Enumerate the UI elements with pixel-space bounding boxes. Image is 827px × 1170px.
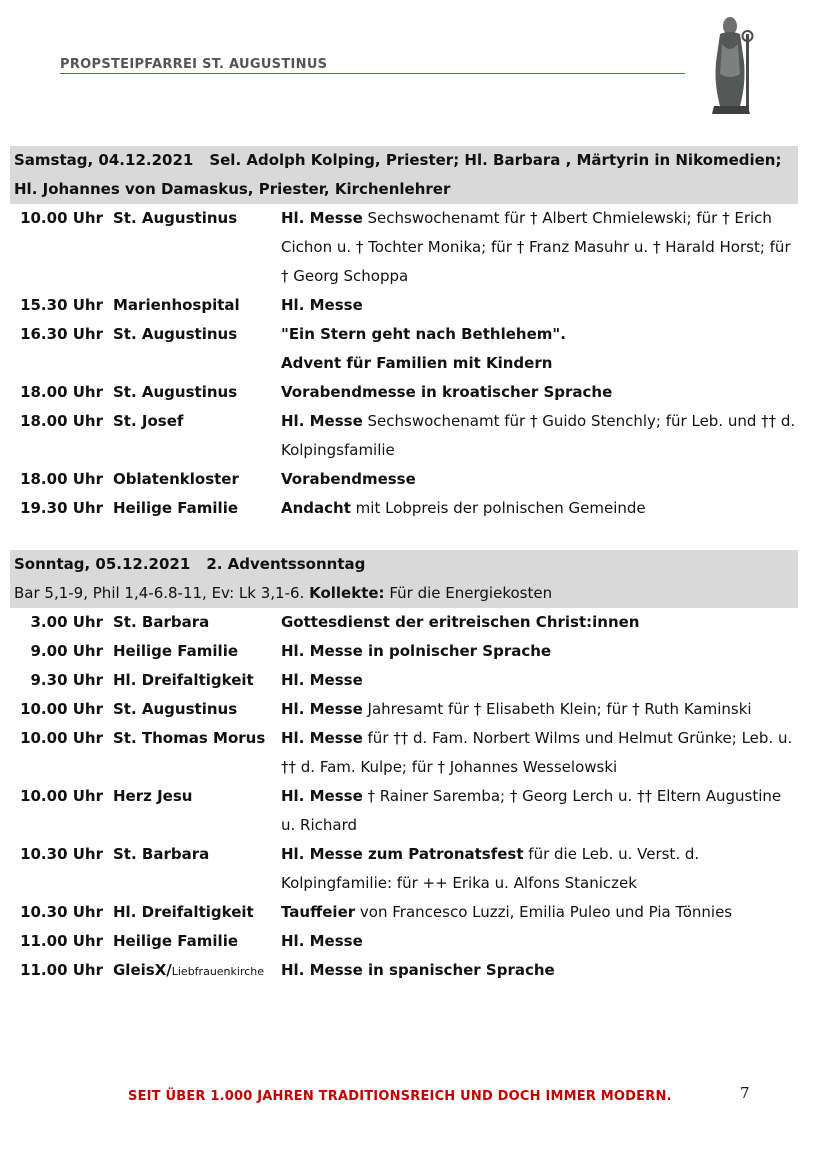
saturday-date: Samstag, 04.12.2021 xyxy=(14,151,194,169)
service-description xyxy=(273,378,800,407)
service-time: 18.00 Uhr xyxy=(20,470,103,488)
service-description xyxy=(273,898,800,927)
sunday-date: Sonntag, 05.12.2021 xyxy=(14,555,191,573)
service-row xyxy=(10,637,800,666)
sunday-services xyxy=(10,608,800,986)
service-row xyxy=(10,666,800,695)
service-row xyxy=(10,898,800,927)
service-text: mit Lobpreis der polnischen Gemeinde xyxy=(355,499,646,517)
service-description xyxy=(273,927,800,956)
service-time: 10.30 Uhr xyxy=(20,903,103,921)
service-text: für die Leb. u. Verst. d. Kolpingfamilie: für ++ Erika u. Alfons Staniczek xyxy=(281,845,700,892)
service-title: Tauffeier xyxy=(281,903,356,921)
service-place: St. Josef xyxy=(113,412,184,430)
service-description xyxy=(273,695,800,724)
service-time: 9.00 Uhr xyxy=(30,642,103,660)
service-time: 10.00 Uhr xyxy=(20,209,103,227)
service-title: Gottesdienst der eritreischen Christ:innen xyxy=(281,613,640,631)
saturday-feast: Sel. Adolph Kolping, Priester; Hl. Barbara , Märtyrin in Nikomedien; xyxy=(209,151,782,169)
service-time: 10.30 Uhr xyxy=(20,845,103,863)
service-place: St. Barbara xyxy=(113,845,210,863)
service-text: für †† d. Fam. Norbert Wilms und Helmut Grünke; Leb. u. †† d. Fam. Kulpe; für † Johannes Wesselowski xyxy=(281,729,793,776)
service-description xyxy=(273,465,800,494)
service-place: Marienhospital xyxy=(113,296,240,314)
sunday-header xyxy=(10,550,798,608)
service-row xyxy=(10,840,800,898)
service-row xyxy=(10,291,800,320)
sunday-feast: 2. Adventssonntag xyxy=(206,555,366,573)
service-title: Hl. Messe xyxy=(281,671,363,689)
service-title: Hl. Messe zum Patronatsfest xyxy=(281,845,524,863)
saturday-header xyxy=(10,146,798,204)
service-description xyxy=(273,407,800,465)
saturday-feast-line2: Hl. Johannes von Damaskus, Priester, Kirchenlehrer xyxy=(14,180,451,198)
collection-label: Kollekte: xyxy=(309,584,385,602)
service-row xyxy=(10,608,800,637)
service-title: Vorabendmesse xyxy=(281,470,416,488)
service-title: Andacht xyxy=(281,499,351,517)
service-text: Sechswochenamt für † Albert Chmielewski; für † Erich Cichon u. † Tochter Monika; für † Franz Masuhr u. † Harald Horst; für † Georg Schoppa xyxy=(281,209,791,285)
service-time: 10.00 Uhr xyxy=(20,700,103,718)
service-text: Sechswochenamt für † Guido Stenchly; für Leb. und †† d. Kolpingsfamilie xyxy=(281,412,796,459)
service-place: Herz Jesu xyxy=(113,787,193,805)
service-text: von Francesco Luzzi, Emilia Puleo und Pia Tönnies xyxy=(359,903,733,921)
service-title: Vorabendmesse in kroatischer Sprache xyxy=(281,383,613,401)
service-place-sub: Liebfrauenkirche xyxy=(171,965,265,978)
service-time: 9.30 Uhr xyxy=(30,671,103,689)
service-place: St. Augustinus xyxy=(113,209,238,227)
service-title: "Ein Stern geht nach Bethlehem". Advent für Familien mit Kindern xyxy=(281,325,566,372)
service-place: St. Thomas Morus xyxy=(113,729,266,747)
service-place: Heilige Familie xyxy=(113,932,239,950)
page-number: 7 xyxy=(740,1084,750,1102)
service-description xyxy=(273,637,800,666)
service-row xyxy=(10,724,800,782)
service-place: Hl. Dreifaltigkeit xyxy=(113,671,254,689)
service-time: 16.30 Uhr xyxy=(20,325,103,343)
service-row xyxy=(10,320,800,378)
service-row xyxy=(10,407,800,465)
service-time: 11.00 Uhr xyxy=(20,932,103,950)
service-time: 10.00 Uhr xyxy=(20,787,103,805)
service-place-main: GleisX/ xyxy=(113,961,172,979)
service-place: St. Augustinus xyxy=(113,383,238,401)
service-place: Hl. Dreifaltigkeit xyxy=(113,903,254,921)
footer-slogan: SEIT ÜBER 1.000 JAHREN TRADITIONSREICH UND DOCH IMMER MODERN. xyxy=(128,1089,672,1104)
service-time: 15.30 Uhr xyxy=(20,296,103,314)
service-title: Hl. Messe xyxy=(281,412,363,430)
service-row xyxy=(10,465,800,494)
service-row xyxy=(10,782,800,840)
service-place: St. Barbara xyxy=(113,613,210,631)
service-text: Jahresamt für † Elisabeth Klein; für † Ruth Kaminski xyxy=(367,700,752,718)
service-place: Heilige Familie xyxy=(113,499,239,517)
service-time: 11.00 Uhr xyxy=(20,961,103,979)
service-title: Hl. Messe xyxy=(281,932,363,950)
service-time: 19.30 Uhr xyxy=(20,499,103,517)
collection-purpose: Für die Energiekosten xyxy=(389,584,553,602)
service-description xyxy=(273,666,800,695)
service-description xyxy=(273,204,800,291)
service-description xyxy=(273,840,800,898)
service-description xyxy=(273,724,800,782)
service-row xyxy=(10,494,800,523)
service-time: 18.00 Uhr xyxy=(20,383,103,401)
service-title: Hl. Messe xyxy=(281,209,363,227)
service-place: St. Augustinus xyxy=(113,700,238,718)
sunday-readings: Bar 5,1-9, Phil 1,4-6.8-11, Ev: Lk 3,1-6. xyxy=(14,584,305,602)
service-text: † Rainer Saremba; † Georg Lerch u. †† Eltern Augustine u. Richard xyxy=(281,787,782,834)
service-row xyxy=(10,695,800,724)
service-description xyxy=(273,320,800,378)
service-row xyxy=(10,927,800,956)
service-row xyxy=(10,204,800,291)
service-title: Hl. Messe xyxy=(281,787,363,805)
saturday-services xyxy=(10,204,800,523)
service-time: 10.00 Uhr xyxy=(20,729,103,747)
service-description xyxy=(273,494,800,523)
service-place: St. Augustinus xyxy=(113,325,238,343)
service-description xyxy=(273,291,800,320)
service-description xyxy=(273,956,800,986)
header-divider xyxy=(60,73,685,74)
service-title: Hl. Messe xyxy=(281,700,363,718)
service-time: 3.00 Uhr xyxy=(30,613,103,631)
saint-statue-icon xyxy=(700,14,762,118)
service-place: Heilige Familie xyxy=(113,642,239,660)
service-place: Oblatenkloster xyxy=(113,470,239,488)
service-place xyxy=(103,956,273,986)
service-time: 18.00 Uhr xyxy=(20,412,103,430)
service-row xyxy=(10,956,800,986)
parish-title: PROPSTEIPFARREI ST. AUGUSTINUS xyxy=(60,57,328,72)
service-description xyxy=(273,782,800,840)
service-title: Hl. Messe in polnischer Sprache xyxy=(281,642,552,660)
service-row xyxy=(10,378,800,407)
service-description xyxy=(273,608,800,637)
service-title: Hl. Messe xyxy=(281,729,363,747)
service-title: Hl. Messe xyxy=(281,296,363,314)
service-title: Hl. Messe in spanischer Sprache xyxy=(281,961,555,979)
